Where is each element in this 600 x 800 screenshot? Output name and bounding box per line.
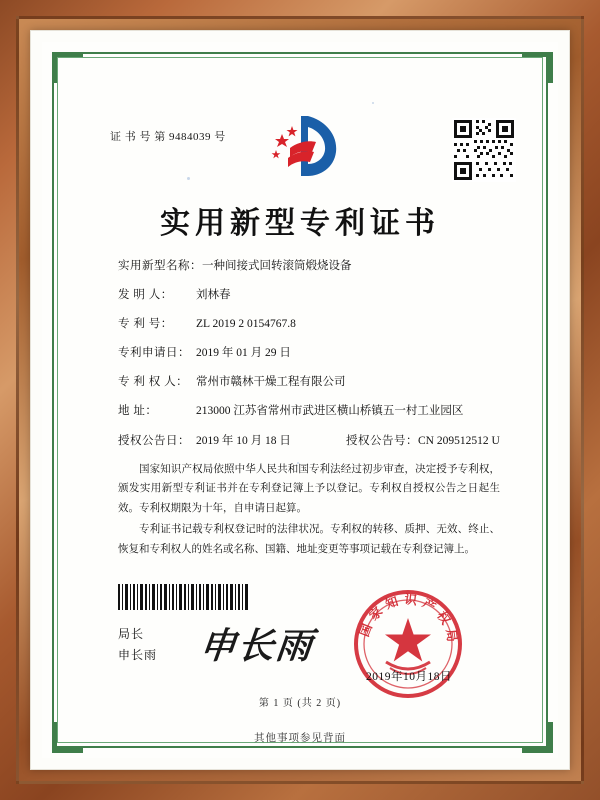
page-number: 第 1 页 (共 2 页) xyxy=(258,698,342,709)
field-value: 刘林春 xyxy=(196,289,231,302)
certificate-number: 证 书 号 第 9484039 号 xyxy=(110,131,226,143)
barcode-icon xyxy=(118,584,250,610)
field-row-grant-announcement xyxy=(118,433,518,449)
field-label: 专 利 权 人： xyxy=(118,376,189,389)
field-label: 实用新型名称： xyxy=(118,260,202,272)
footer-note: 其他事项参见背面 xyxy=(254,733,346,744)
signature-title xyxy=(118,624,157,666)
field-row-inventor xyxy=(118,287,518,303)
field-value: 2019 年 10 月 18 日 xyxy=(196,434,291,447)
body-paragraph-1: 国家知识产权局依照中华人民共和国专利法经过初步审查，决定授予专利权，颁发实用新型专利证书并在专利登记簿上予以登记。专利权自授权公告之日起生效。专利权期限为十年，自申请日起算。 xyxy=(118,464,500,514)
signature-line-1: 局长 xyxy=(118,627,145,641)
field-value: 一种间接式回转滚筒煅烧设备 xyxy=(202,260,352,272)
field-row-patentee xyxy=(118,374,518,390)
field-row-patent-number xyxy=(118,316,518,332)
field-label: 专 利 号： xyxy=(118,318,173,331)
seal-date: 2019年10月18日 xyxy=(366,671,452,683)
field-value: 213000 江苏省常州市武进区横山桥镇五一村工业园区 xyxy=(196,405,464,418)
body-paragraph-2: 专利证书记载专利权登记时的法律状况。专利权的转移、质押、无效、终止、恢复和专利权人的姓名或名称、国籍、地址变更等事项记载在专利登记簿上。 xyxy=(118,524,500,555)
svg-text:国家知识产权局: 国家知识产权局 xyxy=(356,591,461,648)
field-value: ZL 2019 2 0154767.8 xyxy=(196,318,296,331)
body-text xyxy=(118,460,500,561)
field-label: 地 址： xyxy=(118,405,158,418)
field-row-address xyxy=(118,403,518,419)
handwritten-signature: 申长雨 xyxy=(197,625,316,667)
field-row-utility-model-name xyxy=(118,258,518,274)
qr-code-icon xyxy=(452,118,516,182)
field-label-secondary: 授权公告号： xyxy=(346,434,418,447)
corner-ornament-top-right xyxy=(522,52,553,83)
field-value: 常州市赣林干燥工程有限公司 xyxy=(196,376,346,389)
field-list xyxy=(118,258,518,462)
corner-ornament-top-left xyxy=(52,52,83,83)
field-row-application-date xyxy=(118,345,518,361)
field-value: 2019 年 01 月 29 日 xyxy=(196,347,291,360)
field-label: 发 明 人： xyxy=(118,289,173,302)
cnipa-logo-icon xyxy=(268,112,342,184)
page-title: 实用新型专利证书 xyxy=(160,206,440,241)
field-label: 专利申请日： xyxy=(118,347,190,360)
signature-line-2: 申长雨 xyxy=(118,648,158,662)
field-value-secondary: CN 209512512 U xyxy=(418,434,500,447)
field-label: 授权公告日： xyxy=(118,434,190,447)
